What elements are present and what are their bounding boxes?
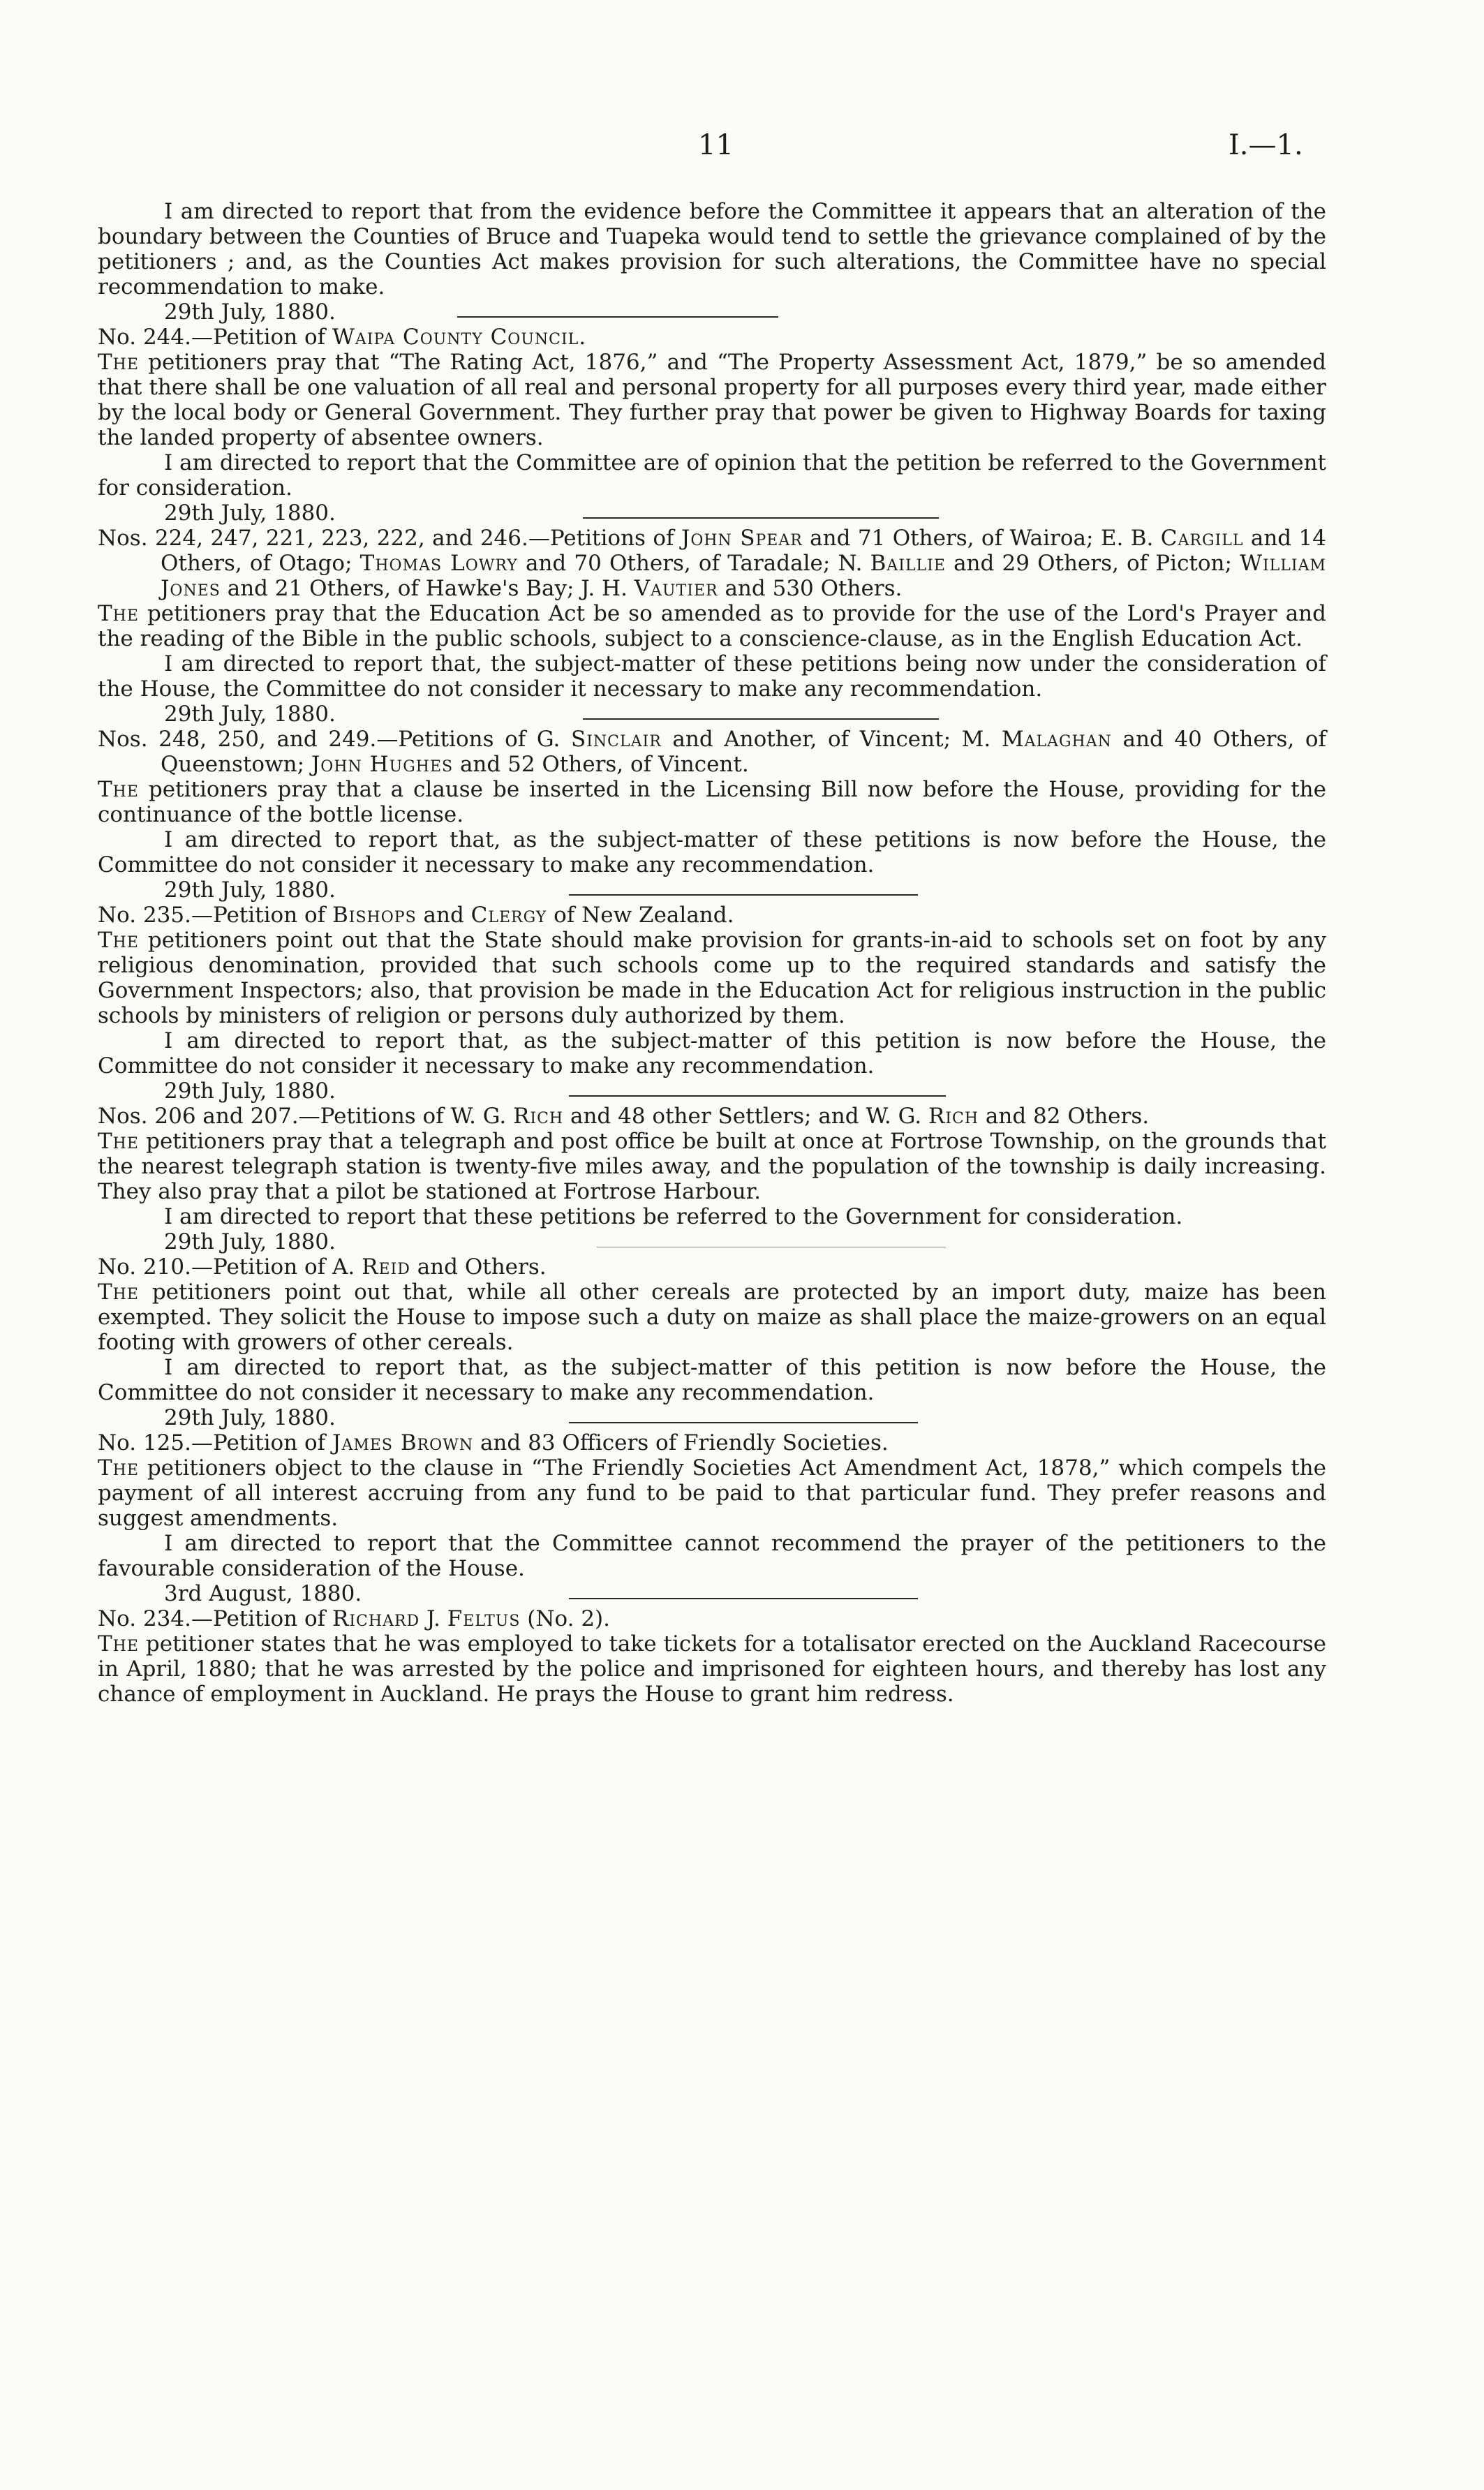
report-date: 29th July, 1880. [164, 1405, 336, 1430]
section-divider [583, 517, 939, 519]
petition-section-234 [98, 1606, 1326, 1707]
report-paragraph: I am directed to report that these petitions be referred to the Government for consideration. [164, 1204, 1183, 1229]
petition-heading: No. 234.—Petition of Richard J. Feltus (No. 2). [98, 1606, 610, 1631]
prayer-paragraph: The petitioners pray that a telegraph and post office be built at once at Fortrose Township, on the grounds that the nearest telegraph station is twenty-five miles away, and the population of the township is daily increasing. They also pray that a pilot be stationed at Fortrose Harbour. [98, 1129, 1326, 1204]
report-paragraph: I am directed to report that the Committee cannot recommend the prayer of the petitioners to the favourable consideration of the House. [98, 1531, 1326, 1581]
report-paragraph: I am directed to report that, as the subject-matter of this petition is now before the House, the Committee do not consider it necessary to make any recommendation. [98, 1355, 1326, 1405]
prayer-paragraph: The petitioners point out that, while all other cereals are protected by an import duty, maize has been exempted. They solicit the House to impose such a duty on maize as shall place the maize-growers on an equal footing with growers of other cereals. [98, 1280, 1326, 1355]
petition-heading: Nos. 206 and 207.—Petitions of W. G. Rich and 48 other Settlers; and W. G. Rich and 82 Others. [98, 1104, 1150, 1129]
report-date: 29th July, 1880. [164, 1229, 336, 1254]
section-divider [457, 316, 778, 318]
petition-section-210 [98, 1254, 1326, 1430]
prayer-paragraph: The petitioners point out that the State should make provision for grants-in-aid to schools set on foot by any religious denomination, provided that such schools come up to the required standards and satisfy the Government Inspectors; also, that provision be made in the Education Act for religious instruction in the public schools by ministers of religion or persons duly authorized by them. [98, 928, 1326, 1028]
prayer-paragraph: The petitioners pray that the Education Act be so amended as to provide for the use of the Lord's Prayer and the reading of the Bible in the public schools, subject to a conscience-clause, as in the English Education Act. [98, 601, 1326, 651]
petition-heading: No. 125.—Petition of James Brown and 83 Officers of Friendly Societies. [98, 1430, 889, 1455]
section-divider [583, 718, 939, 720]
prayer-paragraph: The petitioners pray that “The Rating Act, 1876,” and “The Property Assessment Act, 1879,” be so amended that there shall be one valuation of all real and personal property for all purposes every third year, made either by the local body or General Government. They further pray that power be given to Highway Boards for taxing the landed property of absentee owners. [98, 350, 1326, 450]
petition-section-224 [98, 526, 1326, 727]
petition-section-125 [98, 1430, 1326, 1606]
petition-section-206 [98, 1104, 1326, 1254]
prayer-paragraph: The petitioner states that he was employed to take tickets for a totalisator erected on the Auckland Racecourse in April, 1880; that he was arrested by the police and imprisoned for eighteen hours, and thereby has lost any chance of employment in Auckland. He prays the House to grant him redress. [98, 1631, 1326, 1707]
report-date: 29th July, 1880. [164, 1079, 336, 1104]
section-divider [569, 1095, 946, 1097]
report-date: 29th July, 1880. [164, 501, 336, 526]
prayer-paragraph: The petitioners pray that a clause be inserted in the Licensing Bill now before the House, providing for the continuance of the bottle license. [98, 777, 1326, 827]
section-continuation [98, 199, 1326, 325]
section-divider [569, 1598, 918, 1599]
document-reference: I.—1. [1229, 129, 1303, 161]
section-divider [569, 894, 918, 896]
petition-heading: Nos. 248, 250, and 249.—Petitions of G. Sinclair and Another, of Vincent; M. Malaghan and 40 Others, of Queenstown; John Hughes and 52 Others, of Vincent. [98, 727, 1327, 777]
page-number: 11 [698, 129, 734, 161]
report-date: 29th July, 1880. [164, 299, 336, 325]
petition-heading: No. 210.—Petition of A. Reid and Others. [98, 1254, 547, 1280]
petition-section-235 [98, 903, 1326, 1104]
report-paragraph: I am directed to report that, as the subject-matter of this petition is now before the House, the Committee do not consider it necessary to make any recommendation. [98, 1028, 1326, 1079]
report-date: 29th July, 1880. [164, 702, 336, 727]
report-paragraph: I am directed to report that from the evidence before the Committee it appears that an alteration of the boundary between the Counties of Bruce and Tuapeka would tend to settle the grievance complained of by the petitioners ; and, as the Counties Act makes provision for such alterations, the Committee have no special recommendation to make. [98, 199, 1326, 299]
report-date: 29th July, 1880. [164, 877, 336, 903]
petition-section-244 [98, 325, 1326, 526]
section-divider [569, 1422, 918, 1423]
petition-section-248 [98, 727, 1326, 903]
report-paragraph: I am directed to report that, the subject-matter of these petitions being now under the consideration of the House, the Committee do not consider it necessary to make any recommendation. [98, 651, 1326, 702]
petition-heading: No. 244.—Petition of Waipa County Council. [98, 325, 587, 350]
petition-heading: No. 235.—Petition of Bishops and Clergy of New Zealand. [98, 903, 734, 928]
report-paragraph: I am directed to report that the Committee are of opinion that the petition be referred to the Government for consideration. [98, 450, 1326, 501]
petition-heading: Nos. 224, 247, 221, 223, 222, and 246.—Petitions of John Spear and 71 Others, of Wairoa; E. B. Cargill and 14 Others, of Otago; Thomas Lowry and 70 Others, of Taradale; N. Baillie and 29 Others, of Picton; William Jones and 21 Others, of Hawke's Bay; J. H. Vautier and 530 Others. [98, 526, 1326, 601]
report-paragraph: I am directed to report that, as the subject-matter of these petitions is now before the House, the Committee do not consider it necessary to make any recommendation. [98, 827, 1326, 877]
prayer-paragraph: The petitioners object to the clause in “The Friendly Societies Act Amendment Act, 1878,” which compels the payment of all interest accruing from any fund to be paid to that particular fund. They prefer reasons and suggest amendments. [98, 1455, 1326, 1531]
report-date: 3rd August, 1880. [164, 1581, 362, 1606]
page-body [98, 199, 1326, 1707]
